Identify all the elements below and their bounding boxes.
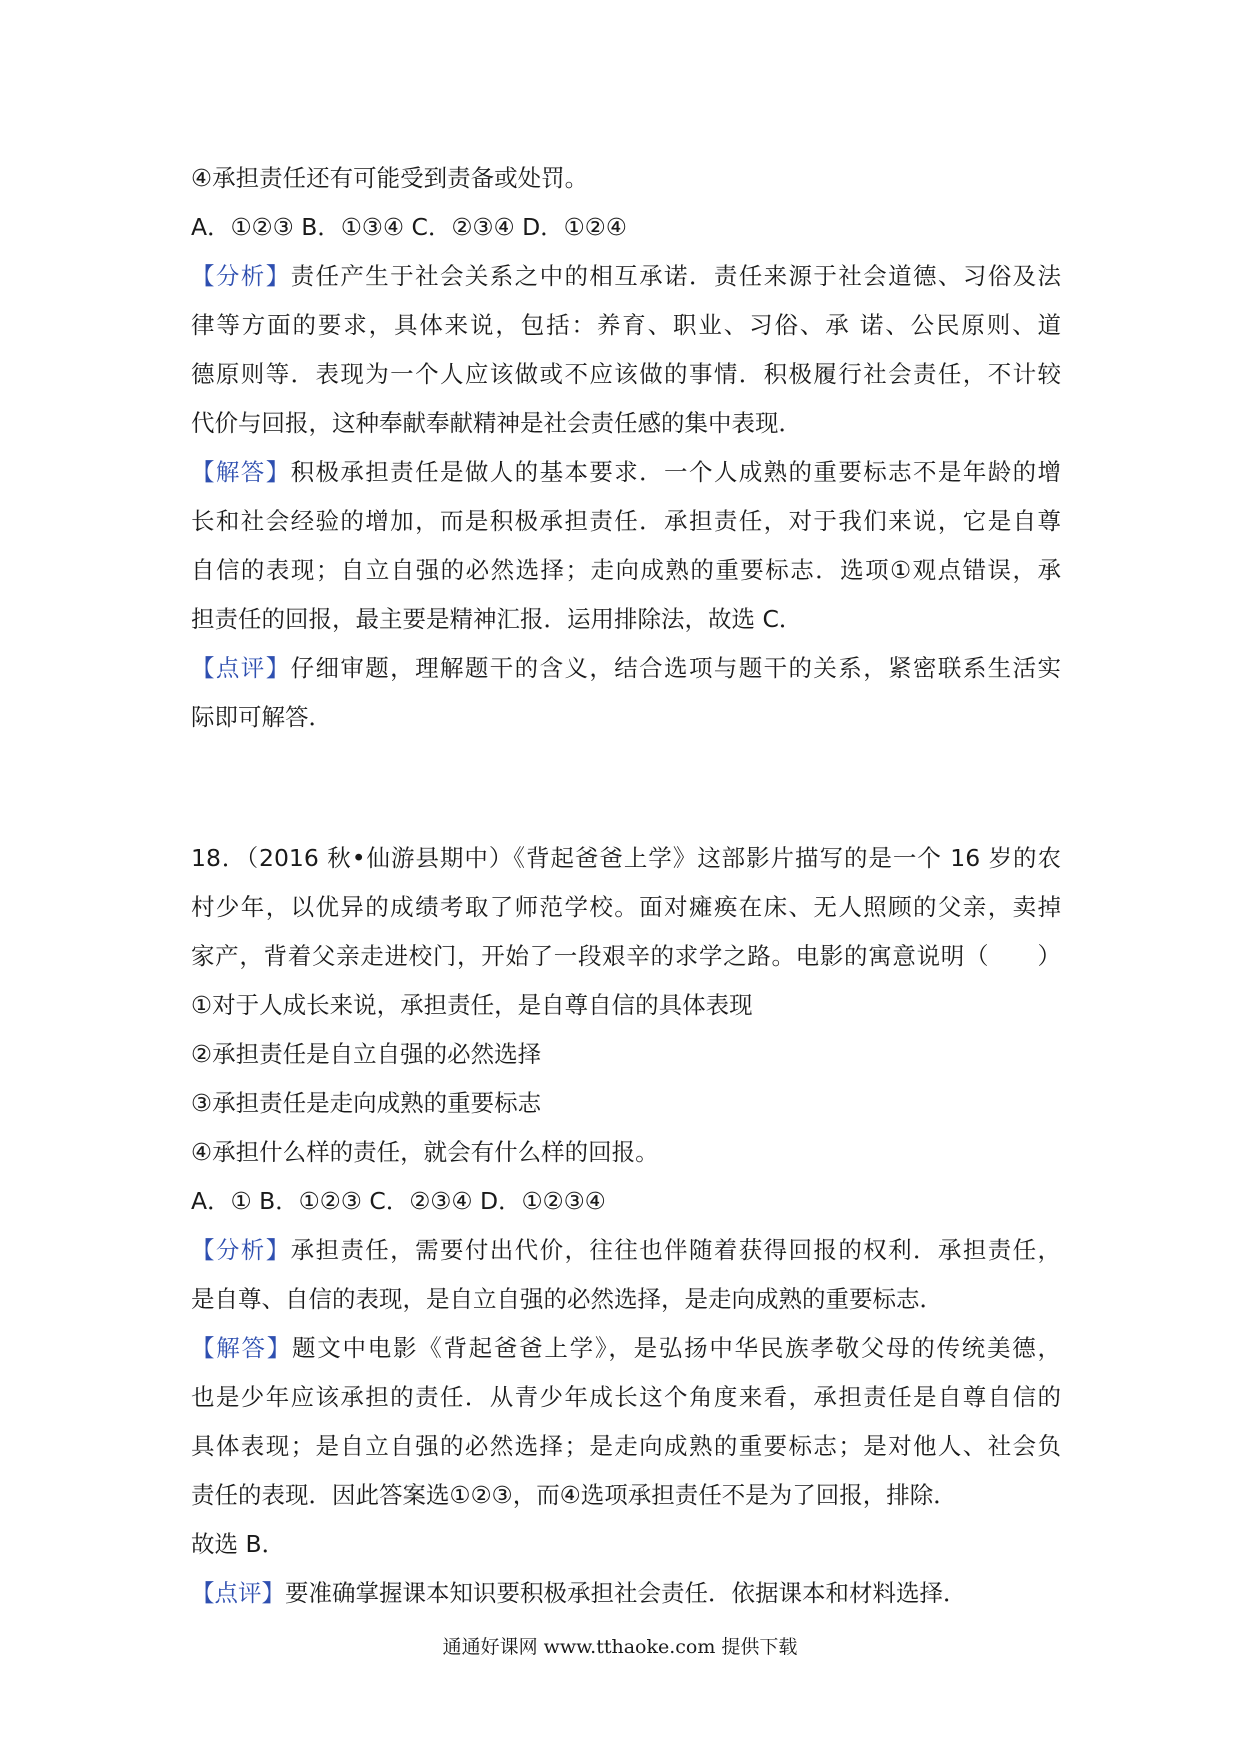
q18-option-4: ④承担什么样的责任，就会有什么样的回报。 — [191, 1138, 659, 1166]
q18-answer-line-1: 【解答】题文中电影《背起爸爸上学》，是弘扬中华民族孝敬父母的传统美德， — [191, 1334, 1062, 1362]
q17-analysis-line-2: 律等方面的要求，具体来说，包括：养育、职业、习俗、承 诺、公民原则、道 — [191, 311, 1061, 339]
q18-answer-line-4: 责任的表现．因此答案选①②③，而④选项承担责任不是为了回报，排除． — [191, 1481, 957, 1509]
q17-analysis-line-3: 德原则等．表现为一个人应该做或不应该做的事情．积极履行社会责任，不计较 — [191, 360, 1061, 388]
q18-option-2: ②承担责任是自立自强的必然选择 — [191, 1040, 542, 1068]
q18-analysis-line-1: 【分析】承担责任，需要付出代价，往往也伴随着获得回报的权利．承担责任， — [191, 1236, 1062, 1264]
q17-comment-line-1: 【点评】仔细审题，理解题干的含义，结合选项与题干的关系，紧密联系生活实 — [191, 654, 1062, 682]
q18-option-1: ①对于人成长来说，承担责任，是自尊自信的具体表现 — [191, 991, 753, 1019]
q18-analysis-line-2: 是自尊、自信的表现，是自立自强的必然选择，是走向成熟的重要标志． — [191, 1285, 943, 1313]
answer-tag: 【解答】 — [191, 458, 291, 486]
q17-option-4: ④承担责任还有可能受到责备或处罚。 — [191, 164, 589, 192]
q18-answer-line-2: 也是少年应该承担的责任．从青少年成长这个角度来看，承担责任是自尊自信的 — [191, 1383, 1061, 1411]
q17-answer-line-4: 担责任的回报，最主要是精神汇报．运用排除法，故选 C． — [191, 605, 803, 633]
q17-analysis-line-4: 代价与回报，这种奉献奉献精神是社会责任感的集中表现． — [191, 409, 802, 437]
analysis-tag: 【分析】 — [191, 1236, 291, 1264]
document-page — [191, 154, 1061, 1618]
q18-stem-line-3: 家产，背着父亲走进校门，开始了一段艰辛的求学之路。电影的寓意说明（ ） — [191, 942, 1061, 970]
question-separator — [191, 742, 1061, 834]
q17-answer-line-2: 长和社会经验的增加，而是积极承担责任．承担责任，对于我们来说，它是自尊 — [191, 507, 1061, 535]
comment-tag: 【点评】 — [191, 654, 291, 682]
page-footer: 通通好课网 www.tthaoke.com 提供下载 — [442, 1636, 798, 1658]
q17-analysis-line-1: 【分析】责任产生于社会关系之中的相互承诺．责任来源于社会道德、习俗及法 — [191, 262, 1062, 290]
q17-choices: A．①②③ B．①③④ C．②③④ D．①②④ — [191, 213, 627, 241]
q18-option-3: ③承担责任是走向成熟的重要标志 — [191, 1089, 542, 1117]
q17-answer-line-3: 自信的表现；自立自强的必然选择；走向成熟的重要标志．选项①观点错误，承 — [191, 556, 1061, 584]
comment-tag: 【点评】 — [191, 1579, 285, 1607]
q17-answer-line-1: 【解答】积极承担责任是做人的基本要求．一个人成熟的重要标志不是年龄的增 — [191, 458, 1062, 486]
q18-comment-line-1: 【点评】要准确掌握课本知识要积极承担社会责任．依据课本和材料选择． — [191, 1579, 967, 1607]
q18-stem-line-2: 村少年，以优异的成绩考取了师范学校。面对瘫痪在床、无人照顾的父亲，卖掉 — [191, 893, 1061, 921]
q17-comment-line-2: 际即可解答． — [191, 703, 332, 731]
q18-choices: A．① B．①②③ C．②③④ D．①②③④ — [191, 1187, 606, 1215]
q18-answer-line-3: 具体表现；是自立自强的必然选择；是走向成熟的重要标志；是对他人、社会负 — [191, 1432, 1061, 1460]
q18-stem-line-1: 18．（2016 秋•仙游县期中）《背起爸爸上学》这部影片描写的是一个 16 岁的农 — [191, 844, 1061, 872]
answer-tag: 【解答】 — [191, 1334, 292, 1362]
q18-answer-line-5: 故选 B． — [191, 1530, 286, 1558]
analysis-tag: 【分析】 — [191, 262, 291, 290]
